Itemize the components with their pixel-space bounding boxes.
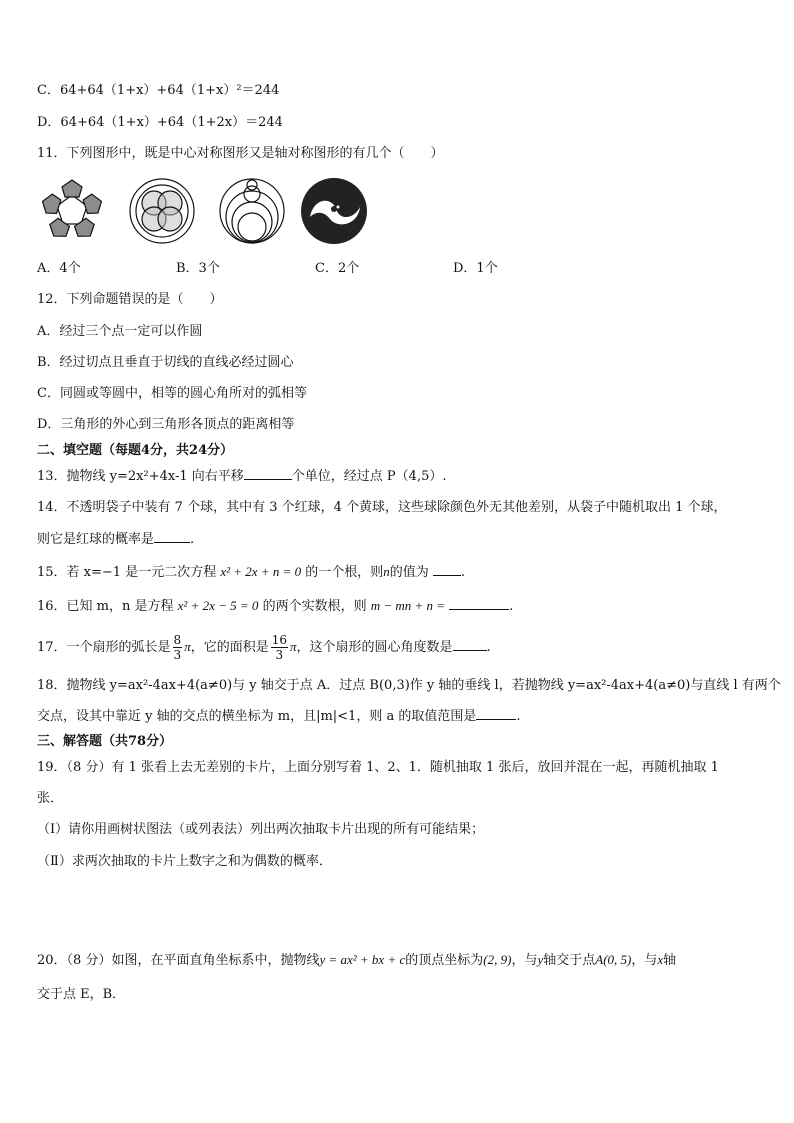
- q15-variable: n: [383, 564, 390, 579]
- q12-option-d: D．三角形的外心到三角形各顶点的距离相等: [37, 417, 295, 432]
- q18-line-2: 交点，设其中靠近 y 轴的交点的横坐标为 m，且|m|<1，则 a 的取值范围是 .: [37, 709, 521, 724]
- yin-yang-icon: [301, 178, 367, 244]
- q12-stem: 12．下列命题错误的是（ ）: [37, 292, 223, 307]
- q13: [37, 467, 446, 486]
- q18-line-1: 18．抛物线 y=ax²-4ax+4(a≠0)与 y 轴交于点 A．过点 B(0,3)作 y 轴的垂线 l，若抛物线 y=ax²-4ax+4(a≠0)与直线 l 有两个: [37, 678, 781, 693]
- q13-answer-blank[interactable]: [244, 467, 292, 480]
- q17-text-b: ，它的面积是: [190, 640, 269, 655]
- q11-option-c: C．2个: [315, 261, 360, 276]
- q18-text: 交点，设其中靠近 y 轴的交点的横坐标为 m，且|m|<1，则 a 的取值范围是: [37, 709, 477, 724]
- section-3-title: 三、解答题（共78分）: [37, 734, 173, 749]
- q11-option-b: B．3个: [176, 261, 220, 276]
- q19-part-2: （Ⅱ）求两次抽取的卡片上数字之和为偶数的概率．: [37, 854, 332, 869]
- pentagon-ring-icon: [39, 180, 104, 242]
- four-petal-circle-icon: [130, 179, 194, 243]
- q18-answer-blank[interactable]: [476, 707, 516, 720]
- nested-circles-icon: [220, 179, 284, 243]
- q19-part-1: （Ⅰ）请你用画树状图法（或列表法）列出两次抽取卡片出现的所有可能结果；: [37, 822, 485, 837]
- q15-answer-blank[interactable]: [433, 563, 461, 576]
- q11-option-a: A．4个: [37, 261, 81, 276]
- q19-line-1: 19．（8 分）有 1 张看上去无差别的卡片，上面分别写着 1、2、1．随机抽取 1 张后，放回并混在一起，再随机抽取 1: [37, 760, 719, 775]
- q14-answer-blank[interactable]: [154, 530, 190, 543]
- q20-text-a: 20．（8 分）如图，在平面直角坐标系中，抛物线: [37, 953, 320, 968]
- q16: 16．已知 m，n 是方程 x² + 2x − 5 = 0 的两个实数根，则 m − mn + n = .: [37, 598, 514, 614]
- q17-pi-1: π: [184, 639, 191, 654]
- q12-option-a: A．经过三个点一定可以作圆: [37, 324, 203, 339]
- q20-vertex: (2, 9): [483, 952, 512, 967]
- q15: 15．若 x=−1 是一元二次方程 x² + 2x + n = 0 的一个根，则n的值为 .: [37, 564, 466, 580]
- q17-pi-2: π: [290, 639, 297, 654]
- q20-equation: y = ax² + bx + c: [319, 952, 406, 967]
- q14-line-2: 则它是红球的概率是 .: [37, 532, 195, 547]
- q19-line-2: 张．: [37, 791, 64, 806]
- q16-expression: m − mn + n =: [370, 598, 446, 613]
- q10-option-c: C．64+64（1+x）+64（1+x）²＝244: [37, 83, 280, 98]
- q13-text-b: 个单位，经过点 P（4,5）.: [291, 469, 447, 484]
- section-2-title: 二、填空题（每题4分，共24分）: [37, 443, 234, 458]
- q17-text-c: ，这个扇形的圆心角度数是: [296, 640, 453, 655]
- q12-option-c: C．同圆或等圆中，相等的圆心角所对的弧相等: [37, 386, 307, 401]
- q16-text-a: 16．已知 m，n 是方程: [37, 599, 174, 614]
- q20-text-c: ，与: [511, 953, 538, 968]
- q11-figures: [37, 176, 367, 246]
- q13-text-a: 13．抛物线 y=2x²+4x-1 向右平移: [37, 469, 244, 484]
- q17-area-fraction: $\frac{16}{3}$: [271, 633, 287, 662]
- q16-text-b: 的两个实数根，则: [262, 599, 367, 614]
- q20-x-var: x: [657, 952, 664, 967]
- q17: 17．一个扇形的弧长是 $\frac{8}{3}$ π，它的面积是 $\frac{16}{3}$ π，这个扇形的圆心角度数是 .: [37, 633, 491, 662]
- q20-y-var: y: [537, 952, 544, 967]
- q11-option-d: D．1个: [453, 261, 498, 276]
- q20-text-e: ，与: [631, 953, 658, 968]
- q20-text-b: 的顶点坐标为: [405, 953, 484, 968]
- q15-text-b: 的一个根，则: [305, 565, 384, 580]
- q15-text-c: 的值为: [389, 565, 429, 580]
- q16-answer-blank[interactable]: [449, 597, 509, 610]
- q20-text-f: 轴: [663, 953, 677, 968]
- q16-equation: x² + 2x − 5 = 0: [177, 598, 259, 613]
- q15-text-a: 15．若 x=−1 是一元二次方程: [37, 565, 217, 580]
- q17-text-a: 17．一个扇形的弧长是: [37, 640, 171, 655]
- q20-line-1: [37, 951, 676, 970]
- q14-text: 则它是红球的概率是: [37, 532, 155, 547]
- q17-arc-fraction: $\frac{8}{3}$: [173, 633, 182, 662]
- q20-text-d: 轴交于点: [543, 953, 596, 968]
- q15-equation: x² + 2x + n = 0: [220, 564, 302, 579]
- q12-option-b: B．经过切点且垂直于切线的直线必经过圆心: [37, 355, 294, 370]
- q14-line-1: 14．不透明袋子中装有 7 个球，其中有 3 个红球，4 个黄球，这些球除颜色外无其他差别，从袋子中随机取出 1 个球，: [37, 500, 727, 515]
- q17-answer-blank[interactable]: [453, 638, 487, 651]
- q20-point-a: A(0, 5): [595, 952, 632, 967]
- q11-stem: 11．下列图形中，既是中心对称图形又是轴对称图形的有几个（ ）: [37, 146, 444, 161]
- q20-line-2: 交于点 E，B．: [37, 987, 126, 1002]
- q10-option-d: D．64+64（1+x）+64（1+2x）＝244: [37, 115, 283, 130]
